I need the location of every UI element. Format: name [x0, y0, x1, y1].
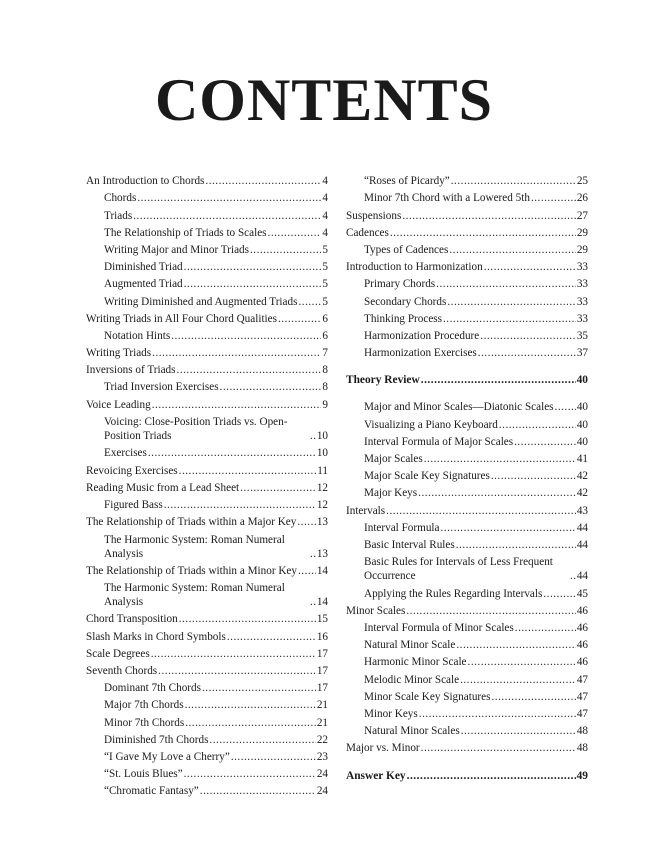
- toc-subentry: [346, 484, 588, 501]
- toc-entry-label: Writing Diminished and Augmented Triads: [104, 295, 298, 308]
- toc-entry: [86, 461, 328, 478]
- toc-page-number: 12: [316, 481, 328, 494]
- toc-entry-label: Voice Leading: [86, 398, 151, 411]
- toc-entry-label: The Harmonic System: Roman Numeral Analysis: [104, 533, 285, 560]
- toc-entry: [346, 224, 588, 241]
- toc-page-number: 47: [576, 673, 588, 686]
- dot-leader: [278, 312, 321, 326]
- toc-page-number: 33: [576, 312, 588, 325]
- toc-page-number: 5: [322, 243, 328, 256]
- toc-page-number: 46: [576, 604, 588, 617]
- toc-entry: [346, 258, 588, 275]
- toc-page-number: 48: [576, 742, 588, 755]
- dot-leader: [184, 277, 322, 291]
- toc-subentry: [346, 172, 588, 189]
- dot-leader: [402, 209, 575, 223]
- dot-leader: [441, 521, 576, 535]
- toc-page-number: 16: [316, 630, 328, 643]
- toc-subentry: [346, 327, 588, 344]
- toc-page-number: 6: [322, 312, 328, 325]
- toc-subentry: [86, 713, 328, 730]
- toc-entry-label: Natural Minor Scale: [364, 639, 456, 652]
- toc-page-number: 23: [316, 750, 328, 763]
- toc-page-number: 12: [316, 498, 328, 511]
- toc-entry-label: Natural Minor Scales: [364, 725, 460, 738]
- toc-entry-label: Cadences: [346, 226, 389, 239]
- toc-page-number: 14: [316, 564, 328, 577]
- toc-subentry: [346, 189, 588, 206]
- toc-entry-label: Notation Hints: [104, 329, 171, 342]
- toc-page-number: 13: [316, 516, 328, 529]
- dot-leader: [390, 226, 576, 240]
- toc-entry-label: Reading Music from a Lead Sheet: [86, 481, 240, 494]
- toc-entry-label: “Chromatic Fantasy”: [104, 785, 199, 798]
- dot-leader: [418, 486, 576, 500]
- toc-subentry: [346, 292, 588, 309]
- toc-subentry: [86, 241, 328, 258]
- toc-page-number: 9: [322, 398, 328, 411]
- toc-entry-label: Chords: [104, 192, 137, 205]
- toc-subentry: [86, 679, 328, 696]
- toc-entry-label: Major 7th Chords: [104, 699, 184, 712]
- toc-entry-label: Primary Chords: [364, 278, 436, 291]
- dot-leader: [298, 295, 321, 309]
- toc-entry: [86, 395, 328, 412]
- dot-leader: [461, 724, 576, 738]
- dot-leader: [421, 373, 576, 387]
- dot-leader: [185, 698, 316, 712]
- toc-subentry: [86, 275, 328, 292]
- toc-entry-label: “Roses of Picardy”: [364, 175, 450, 188]
- toc-subentry: [86, 782, 328, 799]
- toc-entry: [86, 662, 328, 679]
- dot-leader: [148, 446, 316, 460]
- toc-entry-label: Diminished Triad: [104, 261, 183, 274]
- dot-leader: [151, 647, 316, 661]
- toc-left-column: [86, 172, 328, 799]
- dot-leader: [460, 673, 576, 687]
- dot-leader: [310, 547, 316, 561]
- dot-leader: [177, 363, 322, 377]
- dot-leader: [386, 504, 576, 518]
- dot-leader: [555, 400, 576, 414]
- toc-entry-label: Seventh Chords: [86, 665, 158, 677]
- dot-leader: [406, 604, 575, 618]
- toc-page-number: 5: [322, 261, 328, 274]
- dot-leader: [421, 741, 576, 755]
- toc-entry-label: Augmented Triad: [104, 278, 183, 291]
- toc-entry-label: Answer Key: [346, 769, 406, 782]
- toc-page-number: 8: [322, 364, 328, 377]
- dot-leader: [531, 191, 576, 205]
- dot-leader: [164, 498, 316, 512]
- toc-page-number: 26: [576, 192, 588, 205]
- toc-page-number: 11: [317, 464, 328, 477]
- toc-page-number: 24: [316, 785, 328, 798]
- toc-entry-label: Voicing: Close-Position Triads vs. Open-Position Triads: [104, 416, 288, 443]
- toc-subentry: [86, 579, 328, 611]
- toc-subentry: [346, 433, 588, 450]
- toc-page-number: 10: [316, 447, 328, 460]
- toc-page-number: 29: [576, 243, 588, 256]
- dot-leader: [240, 481, 316, 495]
- toc-page-number: 6: [322, 329, 328, 342]
- dot-leader: [468, 655, 576, 669]
- toc-entry-label: Visualizing a Piano Keyboard: [364, 418, 498, 431]
- dot-leader: [514, 435, 576, 449]
- toc-subentry: [86, 496, 328, 513]
- toc-page-number: 47: [576, 707, 588, 720]
- section-gap: [346, 361, 588, 371]
- toc-page-number: 43: [576, 504, 588, 517]
- toc-subentry: [346, 467, 588, 484]
- toc-entry-label: The Harmonic System: Roman Numeral Analysis: [104, 582, 285, 609]
- toc-entry: [346, 766, 588, 783]
- dot-leader: [179, 612, 316, 626]
- toc-entry-label: Secondary Chords: [364, 295, 447, 308]
- toc-page-number: 4: [322, 175, 328, 188]
- toc-page-number: 10: [316, 430, 328, 443]
- toc-page-number: 44: [576, 521, 588, 534]
- toc-subentry: [346, 536, 588, 553]
- dot-leader: [443, 312, 576, 326]
- dot-leader: [200, 784, 316, 798]
- dot-leader: [231, 750, 316, 764]
- toc-entry-label: Major Scale Key Signatures: [364, 470, 490, 483]
- toc-entry: [86, 310, 328, 327]
- toc-entry: [86, 562, 328, 579]
- dot-leader: [484, 260, 576, 274]
- toc-subentry: [86, 748, 328, 765]
- toc-subentry: [86, 530, 328, 562]
- toc-subentry: [346, 450, 588, 467]
- dot-leader: [220, 380, 322, 394]
- toc-subentry: [346, 722, 588, 739]
- toc-entry-label: Inversions of Triads: [86, 364, 176, 377]
- toc-entry-label: Chord Transposition: [86, 613, 178, 626]
- dot-leader: [491, 469, 576, 483]
- dot-leader: [499, 418, 576, 432]
- dot-leader: [158, 664, 316, 678]
- toc-entry-label: Basic Interval Rules: [364, 538, 455, 551]
- dot-leader: [451, 174, 576, 188]
- toc-entry-label: The Relationship of Triads to Scales: [104, 226, 267, 239]
- dot-leader: [456, 538, 576, 552]
- toc-entry-label: Basic Rules for Intervals of Less Frequent Occurrence: [364, 556, 553, 583]
- dot-leader: [478, 346, 576, 360]
- toc-page-number: 46: [576, 639, 588, 652]
- toc-entry-label: Introduction to Harmonization: [346, 261, 483, 274]
- toc-page-number: 15: [316, 613, 328, 626]
- dot-leader: [424, 452, 576, 466]
- toc-subentry: [346, 670, 588, 687]
- dot-leader: [250, 243, 321, 257]
- toc-page-number: 4: [322, 209, 328, 222]
- toc-page-number: 49: [576, 769, 588, 782]
- toc-entry-label: Major and Minor Scales—Diatonic Scales: [364, 401, 554, 414]
- toc-page-number: 47: [576, 690, 588, 703]
- toc-page-number: 21: [316, 699, 328, 712]
- toc-entry-label: Interval Formula: [364, 521, 440, 534]
- toc-page-number: 5: [322, 295, 328, 308]
- dot-leader: [152, 346, 321, 360]
- toc-page-number: 46: [576, 622, 588, 634]
- toc-entry-label: Interval Formula of Minor Scales: [364, 622, 514, 634]
- toc-page-number: 48: [576, 725, 588, 738]
- toc-page-number: 7: [322, 347, 328, 360]
- toc-page-number: 35: [576, 329, 588, 342]
- toc-entry: [346, 602, 588, 619]
- toc-entry-label: Applying the Rules Regarding Intervals: [364, 587, 543, 600]
- toc-entry: [86, 610, 328, 627]
- toc-entry-label: Minor 7th Chord with a Lowered 5th: [364, 192, 530, 205]
- toc-page-number: 13: [316, 547, 328, 560]
- toc-page-number: 41: [576, 453, 588, 465]
- toc-page-number: 24: [316, 768, 328, 781]
- toc-subentry: [346, 553, 588, 585]
- toc-page-number: 33: [576, 261, 588, 274]
- toc-page-number: 44: [576, 538, 588, 551]
- toc-subentry: [346, 619, 588, 636]
- toc-page-number: 5: [322, 278, 328, 291]
- toc-subentry: [86, 378, 328, 395]
- dot-leader: [456, 638, 575, 652]
- toc-subentry: [86, 224, 328, 241]
- toc-entry: [86, 172, 328, 189]
- toc-entry-label: Major vs. Minor: [346, 742, 420, 755]
- toc-entry-label: Dominant 7th Chords: [104, 682, 201, 695]
- dot-leader: [298, 564, 316, 578]
- toc-page-number: 40: [576, 418, 588, 431]
- toc-page-number: 45: [576, 587, 588, 600]
- toc-entry-label: Writing Triads: [86, 347, 152, 360]
- toc-page-number: 37: [576, 347, 588, 360]
- dot-leader: [179, 464, 317, 478]
- toc-entry: [86, 344, 328, 361]
- dot-leader: [480, 329, 576, 343]
- toc-page-number: 21: [316, 716, 328, 729]
- toc-entry-label: Theory Review: [346, 374, 420, 387]
- toc-entry-label: Harmonization Procedure: [364, 329, 480, 342]
- toc-entry-label: Slash Marks in Chord Symbols: [86, 630, 226, 643]
- dot-leader: [491, 690, 575, 704]
- toc-entry: [346, 501, 588, 518]
- toc-subentry: [86, 731, 328, 748]
- toc-entry-label: An Introduction to Chords: [86, 175, 205, 188]
- toc-entry: [346, 739, 588, 756]
- toc-page-number: 42: [576, 470, 588, 483]
- toc-entry: [346, 371, 588, 388]
- dot-leader: [152, 398, 322, 412]
- dot-leader: [447, 295, 575, 309]
- toc-entry-label: “St. Louis Blues”: [104, 768, 183, 781]
- dot-leader: [310, 595, 316, 609]
- toc-page-number: 17: [316, 665, 328, 677]
- toc-page-number: 40: [576, 401, 588, 414]
- toc-subentry: [86, 258, 328, 275]
- section-gap: [346, 756, 588, 766]
- toc-page-number: 27: [576, 209, 588, 222]
- toc-subentry: [346, 705, 588, 722]
- toc-entry-label: Minor 7th Chords: [104, 716, 185, 729]
- dot-leader: [297, 515, 315, 529]
- toc-subentry: [346, 688, 588, 705]
- dot-leader: [184, 260, 322, 274]
- toc-subentry: [346, 310, 588, 327]
- dot-leader: [310, 429, 316, 443]
- toc-entry-label: Diminished 7th Chords: [104, 733, 209, 746]
- dot-leader: [268, 226, 322, 240]
- dot-leader: [171, 329, 321, 343]
- toc-page-number: 40: [576, 435, 588, 448]
- toc-entry: [346, 206, 588, 223]
- toc-entry-label: Major Keys: [364, 487, 418, 500]
- toc-page-number: 14: [316, 596, 328, 609]
- toc-entry-label: Minor Scales: [346, 604, 406, 617]
- toc-page-number: 8: [322, 381, 328, 394]
- toc-entry-label: Harmonization Exercises: [364, 347, 477, 360]
- toc-entry-label: Triads: [104, 209, 133, 222]
- toc-entry-label: Writing Triads in All Four Chord Qualities: [86, 312, 277, 325]
- toc-entry-label: Major Scales: [364, 453, 423, 465]
- toc-page-number: 4: [322, 192, 328, 205]
- toc-entry-label: Minor Keys: [364, 707, 418, 720]
- toc-page-number: 33: [576, 278, 588, 291]
- toc-subentry: [86, 292, 328, 309]
- dot-leader: [543, 587, 575, 601]
- toc-subentry: [86, 327, 328, 344]
- toc-entry: [86, 627, 328, 644]
- toc-entry: [86, 645, 328, 662]
- toc-subentry: [346, 241, 588, 258]
- page-title: CONTENTS: [154, 67, 494, 133]
- toc-entry-label: Exercises: [104, 447, 147, 460]
- toc-subentry: [346, 636, 588, 653]
- toc-subentry: [86, 413, 328, 445]
- toc-entry-label: Types of Cadences: [364, 243, 449, 256]
- dot-leader: [436, 277, 576, 291]
- toc-entry: [86, 479, 328, 496]
- toc-entry-label: Minor Scale Key Signatures: [364, 690, 491, 703]
- dot-leader: [184, 767, 316, 781]
- toc-subentry: [86, 189, 328, 206]
- toc-entry-label: Melodic Minor Scale: [364, 673, 460, 686]
- dot-leader: [209, 733, 315, 747]
- dot-leader: [137, 191, 321, 205]
- toc-entry-label: Intervals: [346, 504, 386, 517]
- toc-page-number: 25: [576, 175, 588, 188]
- toc-entry-label: Revoicing Exercises: [86, 464, 178, 477]
- toc-subentry: [346, 584, 588, 601]
- toc-subentry: [346, 344, 588, 361]
- toc-entry-label: Scale Degrees: [86, 647, 150, 660]
- toc-entry: [86, 513, 328, 530]
- dot-leader: [227, 630, 316, 644]
- toc-page-number: 42: [576, 487, 588, 500]
- toc-subentry: [86, 444, 328, 461]
- toc-entry-label: Writing Major and Minor Triads: [104, 243, 249, 256]
- toc-subentry: [346, 275, 588, 292]
- dot-leader: [205, 174, 321, 188]
- dot-leader: [449, 243, 575, 257]
- dot-leader: [202, 681, 316, 695]
- toc-page-number: 33: [576, 295, 588, 308]
- dot-leader: [570, 569, 576, 583]
- toc-subentry: [346, 398, 588, 415]
- toc-subentry: [86, 206, 328, 223]
- toc-page-number: 29: [576, 226, 588, 239]
- dot-leader: [407, 769, 576, 783]
- toc-page-number: 44: [576, 570, 588, 583]
- toc-entry-label: The Relationship of Triads within a Minor Key: [86, 564, 297, 577]
- dot-leader: [419, 707, 576, 721]
- toc-subentry: [346, 519, 588, 536]
- toc-page-number: 17: [316, 647, 328, 660]
- section-gap: [346, 388, 588, 398]
- toc-entry-label: Figured Bass: [104, 498, 163, 511]
- toc-subentry: [86, 765, 328, 782]
- toc-entry-label: “I Gave My Love a Cherry”: [104, 750, 230, 763]
- toc-entry-label: Interval Formula of Major Scales: [364, 435, 514, 448]
- dot-leader: [133, 209, 321, 223]
- toc-subentry: [86, 696, 328, 713]
- toc-entry-label: Suspensions: [346, 209, 402, 222]
- toc-page-number: 22: [316, 733, 328, 746]
- toc-right-column: [346, 172, 588, 784]
- toc-entry-label: Triad Inversion Exercises: [104, 381, 219, 394]
- toc-page-number: 46: [576, 656, 588, 669]
- dot-leader: [515, 621, 576, 635]
- toc-entry-label: Thinking Process: [364, 312, 442, 325]
- toc-entry: [86, 361, 328, 378]
- toc-page-number: 4: [322, 226, 328, 239]
- toc-subentry: [346, 653, 588, 670]
- toc-subentry: [346, 415, 588, 432]
- toc-page-number: 40: [576, 374, 588, 387]
- toc-page-number: 17: [316, 682, 328, 695]
- toc-entry-label: Harmonic Minor Scale: [364, 656, 467, 669]
- toc-entry-label: The Relationship of Triads within a Major Key: [86, 516, 297, 529]
- dot-leader: [185, 716, 316, 730]
